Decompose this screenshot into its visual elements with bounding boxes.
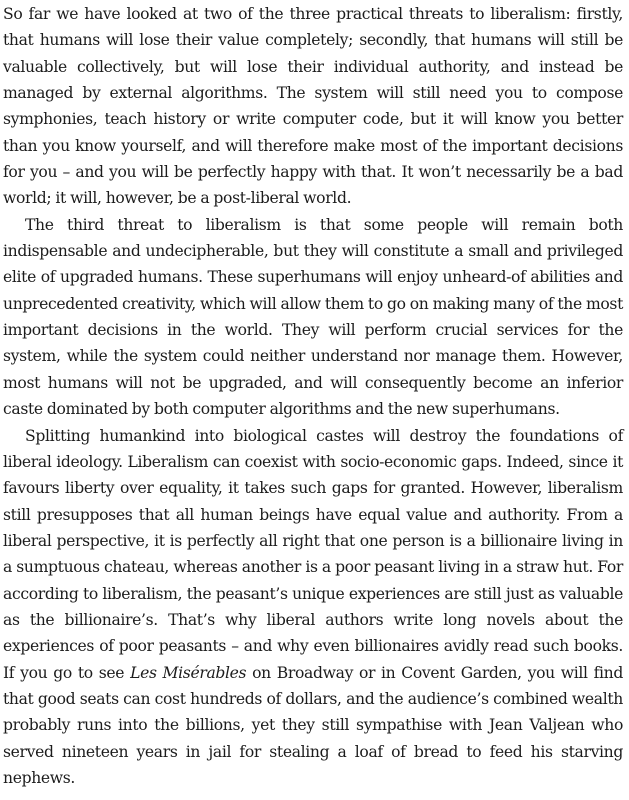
paragraph-3: [3, 423, 623, 792]
paragraph-2: The third threat to liberalism is that some people will remain both indispensable and undecipherable, but they will constitute a small and privileged elite of upgraded humans. These superhumans will enjoy unheard-of abilities and unprecedented creativity, which will allow them to go on making many of the most important decisions in the world. They will perform crucial services for the system, while the system could neither understand nor manage them. However, most humans will not be upgraded, and will consequently become an inferior caste dominated by both computer algorithms and the new superhumans.: [3, 215, 623, 419]
paragraph-1: So far we have looked at two of the three practical threats to liberalism: firstly, that humans will lose their value completely; secondly, that humans will still be valuable collectively, but will lose their individual authority, and instead be managed by external algorithms. The system will still need you to compose symphonies, teach history or write computer code, but it will know you better than you know yourself, and will therefore make most of the important decisions for you – and you will be perfectly happy with that. It won’t necessarily be a bad world; it will, however, be a post-liberal world.: [3, 5, 623, 208]
paragraph-3-text-after: on Broadway or in Covent Garden, you will find that good seats can cost hundreds of dollars, and the audience’s combined wealth probably runs into the billions, yet they still sympathise with Jean Valjean who served nineteen years in jail for stealing a loaf of bread to feed his starving nephews.: [3, 663, 624, 787]
book-title-les-miserables: Les Misérables: [130, 663, 247, 682]
paragraph-3-text-before: Splitting humankind into biological castes will destroy the foundations of liberal ideology. Liberalism can coexist with socio-economic gaps. Indeed, since it favours liberty over equality, it takes such gaps for granted. However, liberalism still presupposes that all human beings have equal value and authority. From a liberal perspective, it is perfectly all right that one person is a billionaire living in a sumptuous chateau, whereas another is a poor peasant living in a straw hut. For according to liberalism, the peasant’s unique experiences are still just as valuable as the billionaire’s. That’s why liberal authors write long novels about the experiences of poor peasants – and why even billionaires avidly read such books. If you go to see: [3, 426, 623, 682]
